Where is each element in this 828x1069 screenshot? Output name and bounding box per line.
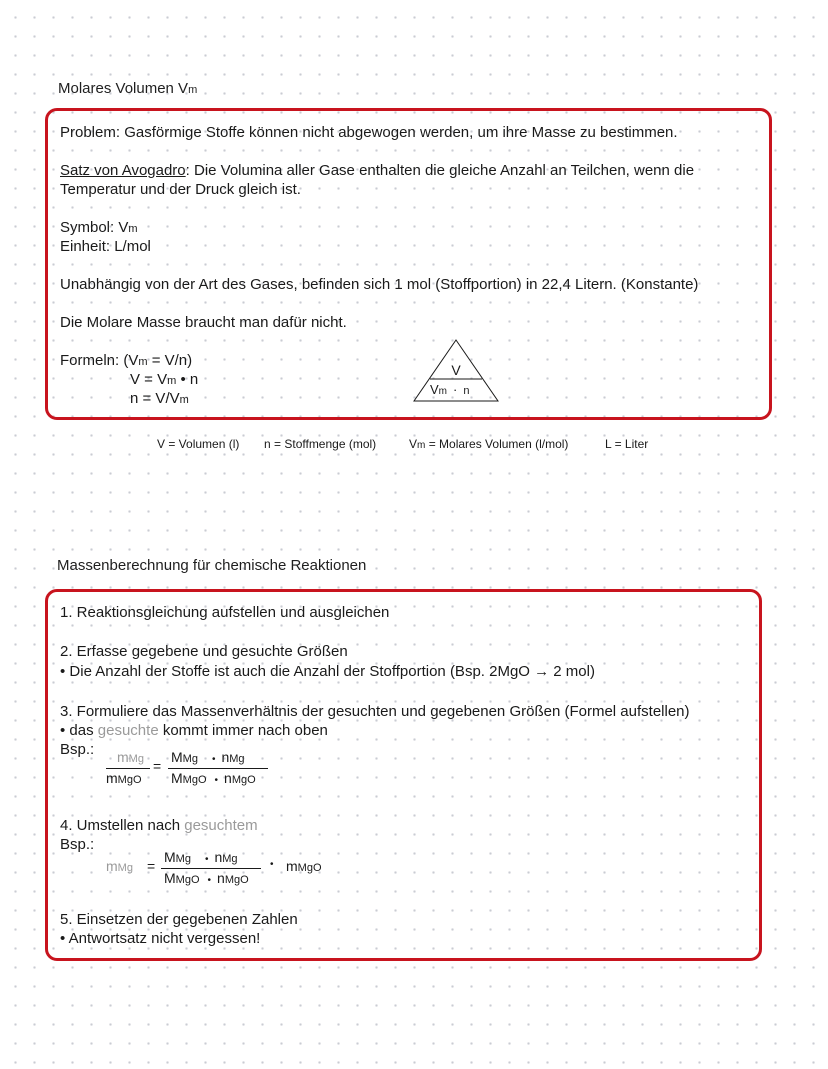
- avogadro-line-1: Satz von Avogadro: Die Volumina aller Gase enthalten die gleiche Anzahl an Teilchen, wenn die: [60, 162, 695, 179]
- step-5: 5. Einsetzen der gegebenen Zahlen: [60, 911, 298, 928]
- formula-triangle-icon: [412, 338, 500, 404]
- example-label-2: Bsp.:: [60, 836, 95, 853]
- step-2: 2. Erfasse gegebene und gesuchte Größen: [60, 643, 348, 660]
- triangle-top-label: V: [451, 362, 461, 378]
- example-label-1: Bsp.:: [60, 741, 95, 758]
- problem-text: Problem: Gasförmige Stoffe können nicht abgewogen werden, um ihre Masse zu bestimmen.: [60, 124, 678, 141]
- equation-1-rhs: MMg • nMg MMgO • nMgO: [168, 749, 268, 787]
- equation-1-lhs: mMg mMgO: [106, 749, 150, 787]
- legend-molar-volume: Vm = Molares Volumen (l/mol): [409, 437, 569, 451]
- section-title-molar-volume: Molares Volumen Vm: [58, 80, 198, 97]
- step-2-bullet: • Die Anzahl der Stoffe ist auch die Anzahl der Stoffportion (Bsp. 2MgO → 2 mol): [60, 663, 595, 680]
- step-3: 3. Formuliere das Massenverhältnis der gesuchten und gegebenen Größen (Formel aufstellen): [60, 703, 690, 720]
- symbol-text: Symbol: Vm: [60, 219, 138, 236]
- equation-2-fraction: MMg • nMg MMgO • nMgO: [161, 849, 261, 887]
- molar-mass-text: Die Molare Masse braucht man dafür nicht.: [60, 314, 347, 331]
- equation-2-equals: =: [147, 858, 156, 874]
- step-1: 1. Reaktionsgleichung aufstellen und ausgleichen: [60, 604, 390, 621]
- step-5-bullet: • Antwortsatz nicht vergessen!: [60, 930, 261, 947]
- formula-line-2: V = Vm • n: [130, 371, 199, 388]
- equation-2-times: •: [270, 859, 274, 870]
- independent-text: Unabhängig von der Art des Gases, befinden sich 1 mol (Stoffportion) in 22,4 Litern. (Konstante): [60, 276, 699, 293]
- legend-liter: L = Liter: [605, 437, 649, 451]
- section-title-mass-calculation: Massenberechnung für chemische Reaktionen: [57, 557, 367, 574]
- avogadro-line-2: Temperatur und der Druck gleich ist.: [60, 181, 301, 198]
- unit-text: Einheit: L/mol: [60, 238, 151, 255]
- equation-2-tail: mMgO: [286, 858, 322, 874]
- formula-line-3: n = V/Vm: [130, 390, 189, 407]
- equation-1-equals: =: [153, 758, 162, 774]
- avogadro-link: Satz von Avogadro: [60, 162, 186, 179]
- formula-line-1: Formeln: (Vm = V/n): [60, 352, 193, 369]
- legend-volume: V = Volumen (l): [157, 437, 240, 451]
- step-3-bullet: • das gesuchte kommt immer nach oben: [60, 722, 328, 739]
- legend-amount: n = Stoffmenge (mol): [264, 437, 377, 451]
- step-4: 4. Umstellen nach gesuchtem: [60, 817, 258, 834]
- triangle-bottom-label: Vm · n: [430, 382, 470, 397]
- equation-2-lhs: mMg: [106, 858, 133, 874]
